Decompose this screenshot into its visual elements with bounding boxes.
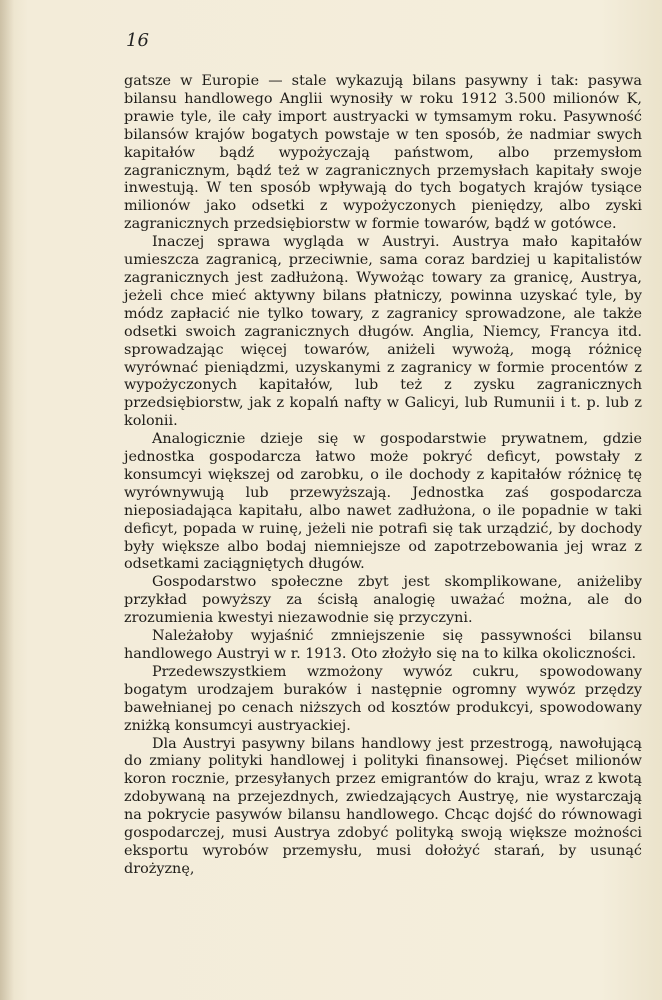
paragraph: Dla Austryi pasywny bilans handlowy jest przestrogą, nawołującą do zmiany polityki handlowej i polityki finansowej. Pięćset milionów koron rocznie, przesyłanych przez emigrantów do kraju, wraz z kwotą zdobywaną na przejezdnych, zwiedzających Austryę, nie wystarczają na pokrycie pasywów bilansu handlowego. Chcąc dojść do równowagi gospodarczej, musi Austrya zdobyć polityką swoją większe możności eksportu wyrobów przemysłu, musi dołożyć starań, by usunąć drożyznę, (124, 735, 642, 877)
body-text (124, 73, 642, 879)
paragraph: gatsze w Europie — stale wykazują bilans pasywny i tak: pasywa bilansu handlowego Anglii wynosiły w roku 1912 3.500 milionów K, prawie tyle, ile cały import austryacki w tymsamym roku. Pasywność bilansów krajów bogatych powstaje w ten sposób, że nadmiar swych kapitałów bądź wypożyczają państwom, albo przemysłom zagranicznym, bądź też w zagranicznych przemysłach kapitały swoje inwestują. W ten sposób wpływają do tych bogatych krajów tysiące milionów jako odsetki z wypożyczonych pieniędzy, albo zyski zagranicznych przedsiębiorstw w formie towarów, bądź w gotówce. (124, 73, 642, 233)
page-number: 16 (126, 30, 149, 51)
page-gutter-shadow (0, 0, 14, 1000)
paragraph: Należałoby wyjaśnić zmniejszenie się passywności bilansu handlowego Austryi w r. 1913. Oto złożyło się na to kilka okoliczności. (124, 628, 642, 662)
paragraph: Inaczej sprawa wygląda w Austryi. Austrya mało kapitałów umieszcza zagranicą, przeciwnie, sama coraz bardziej u kapitalistów zagranicznych jest zadłużoną. Wywożąc towary za granicę, Austrya, jeżeli chce mieć aktywny bilans płatniczy, powinna uzyskać tyle, by módz zapłacić nie tylko towary, z zagranicy sprowadzone, ale także odsetki swoich zagranicznych długów. Anglia, Niemcy, Francya itd. sprowadzając więcej towarów, aniżeli wywożą, mogą różnicę wyrównać pieniądzmi, uzyskanymi z zagranicy w formie procentów z wypożyczonych kapitałów, lub też z zysku zagranicznych przedsiębiorstw, jak z kopalń nafty w Galicyi, lub Rumunii i t. p. lub z kolonii. (124, 234, 642, 430)
paragraph: Przedewszystkiem wzmożony wywóz cukru, spowodowany bogatym urodzajem buraków i następnie ogromny wywóz przędzy bawełnianej po cenach niższych od kosztów produkcyi, spowodowany zniżką konsumcyi austryackiej. (124, 663, 642, 734)
paragraph: Analogicznie dzieje się w gospodarstwie prywatnem, gdzie jednostka gospodarcza łatwo może pokryć deficyt, powstały z konsumcyi większej od zarobku, o ile dochody z kapitałów różnicę tę wyrównywują lub przewyższają. Jednostka zaś gospodarcza nieposiadająca kapitału, albo nawet zadłużona, o ile popadnie w taki deficyt, popada w ruinę, jeżeli nie potrafi się tak urządzić, by dochody były większe albo bodaj niemniejsze od zapotrzebowania jej wraz z odsetkami zaciągniętych długów. (124, 431, 642, 573)
paragraph: Gospodarstwo społeczne zbyt jest skomplikowane, aniżeliby przykład powyższy za ścisłą analogię uważać można, ale do zrozumienia kwestyi niezawodnie się przyczyni. (124, 574, 642, 627)
